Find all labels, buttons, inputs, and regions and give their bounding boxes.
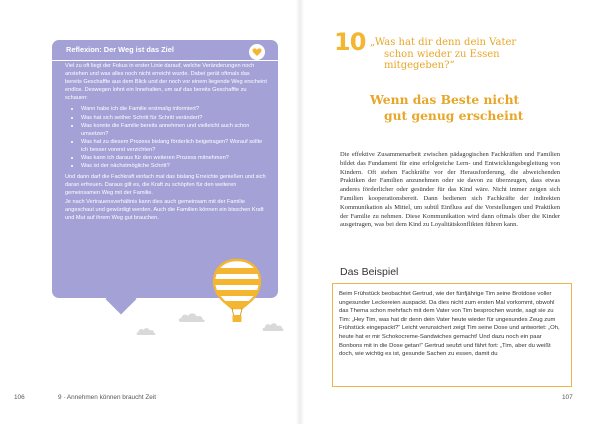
- reflection-outro-2: Je nach Vertrauensverhältnis kann dies auch gemeinsam mit der Familie angeschaut und gewürdigt werden. Auch die Familien können ein bisschen Kraft und Mut auf ihrem Weg gut brauchen.: [65, 198, 264, 221]
- chapter-number: 10: [334, 28, 366, 56]
- reflection-question: Was hat zu diesem Prozess bislang förderlich beigetragen? Worauf sollte ich besser vorerst verzichten?: [65, 138, 268, 154]
- chapter-title-line: Wenn das Beste nicht: [370, 92, 520, 107]
- reflection-questions: [65, 105, 268, 170]
- reflection-title: Reflexion: Der Weg ist das Ziel: [66, 45, 174, 54]
- reflection-question: Wann habe ich die Familie erstmalig informiert?: [65, 105, 268, 113]
- chapter-title-line: gut genug erscheint: [384, 107, 524, 123]
- book-gutter: [296, 0, 304, 424]
- quote-line: schon wieder zu Essen: [384, 48, 500, 60]
- reflection-outro-1: Und dann darf die Fachkraft einfach mal das bislang Erreichte genießen und sich daran erfreuen. Daraus gilt es, die Kraft zu schöpfen für den weiteren gemeinsamen Weg mit der Familie.: [65, 174, 266, 197]
- quote-line: mitgegeben?“: [384, 60, 455, 72]
- reflection-question: Was hat sich seither Schritt für Schritt verändert?: [65, 114, 268, 122]
- heart-icon: [252, 47, 262, 57]
- quote-line: „Was hat dir denn dein Vater: [370, 37, 517, 48]
- cloud-icon: [136, 327, 156, 336]
- heart-badge: [249, 44, 265, 60]
- hot-air-balloon-icon: [212, 258, 262, 326]
- reflection-body: [65, 62, 268, 222]
- chapter-footer: 9 · Annehmen können braucht Zeit: [58, 394, 157, 401]
- chapter-body-text: Die effektive Zusammenarbeit zwischen pädagogischen Fachkräften und Familien bildet das Fundament für eine erfolgreiche Lern- und Entwicklungsbegleitung von Kindern. Oft stehen Fachkräfte vor der Herausforderung, die abweichenden Praktiken der Familien anzunehmen oder sie davon zu überzeugen, dass etwas anderes förderlicher oder gesünder für das Kind wäre. Nicht immer zeigen sich Familien kooperationsbereit. Dann bedienen sich Fachkräfte der indirekten Kommunikation als Mittel, um subtil Einfluss auf die Vorstellungen und Praktiken der Familie zu nehmen. Diese Kommunikation wird dann oftmals über die Kinder ausgetragen, was bei dem Kind zu Loyalitätskonflikten führen kann.: [340, 151, 560, 229]
- reflection-intro: Viel zu oft liegt der Fokus in erster Linie darauf, welche Veränderungen noch anstehen und was alles noch nicht erreicht wurde. Dabei gerät oftmals das bereits Geschaffte aus dem Blick und der noch vor einem liegende Weg erscheint endlos. Deswegen lohnt ein Innehalten, um auf das bereits Geschaffte zu schauen:: [65, 63, 267, 102]
- example-text: Beim Frühstück beobachtet Gertrud, wie der fünfjährige Tim seine Brotdose voller ungesunder Leckereien auspackt. Da dies nicht zum ersten Mal vorkommt, obwohl das Thema schon mehrfach mit dem Vater von Tim besprochen wurde, sagt sie zu Tim: „Hey Tim, was hat dir denn dein Vater heute wieder für ungesundes Zeug zum Frühstück eingepackt?“ Leicht verunsichert zeigt Tim seine Dose und antwortet: „Oh, heute hat er mir Schokocreme-Sandwiches gemacht! Und dazu noch ein paar Bonbons mit in die Dose getan!“ Gertrud seufzt und fährt fort: „Tim, aber du weißt doch, wie wichtig es ist, gesunde Sachen zu essen, damit du: [339, 291, 560, 358]
- page-number-left: 106: [14, 394, 25, 401]
- chapter-quote: [370, 37, 570, 72]
- reflection-title-rule: [52, 60, 278, 61]
- reflection-card-header: [52, 42, 278, 58]
- reflection-question: Was konnte die Familie bereits annehmen und vielleicht auch schon umsetzen?: [65, 122, 268, 138]
- example-heading: Das Beispiel: [340, 266, 399, 278]
- cloud-icon: [262, 322, 284, 332]
- cloud-icon: [178, 312, 206, 323]
- reflection-question: Was kann ich daraus für den weiteren Prozess mitnehmen?: [65, 154, 268, 162]
- page-number-right: 107: [562, 394, 573, 401]
- chapter-title: [370, 92, 570, 123]
- reflection-question: Was ist der nächstmögliche Schritt?: [65, 162, 268, 170]
